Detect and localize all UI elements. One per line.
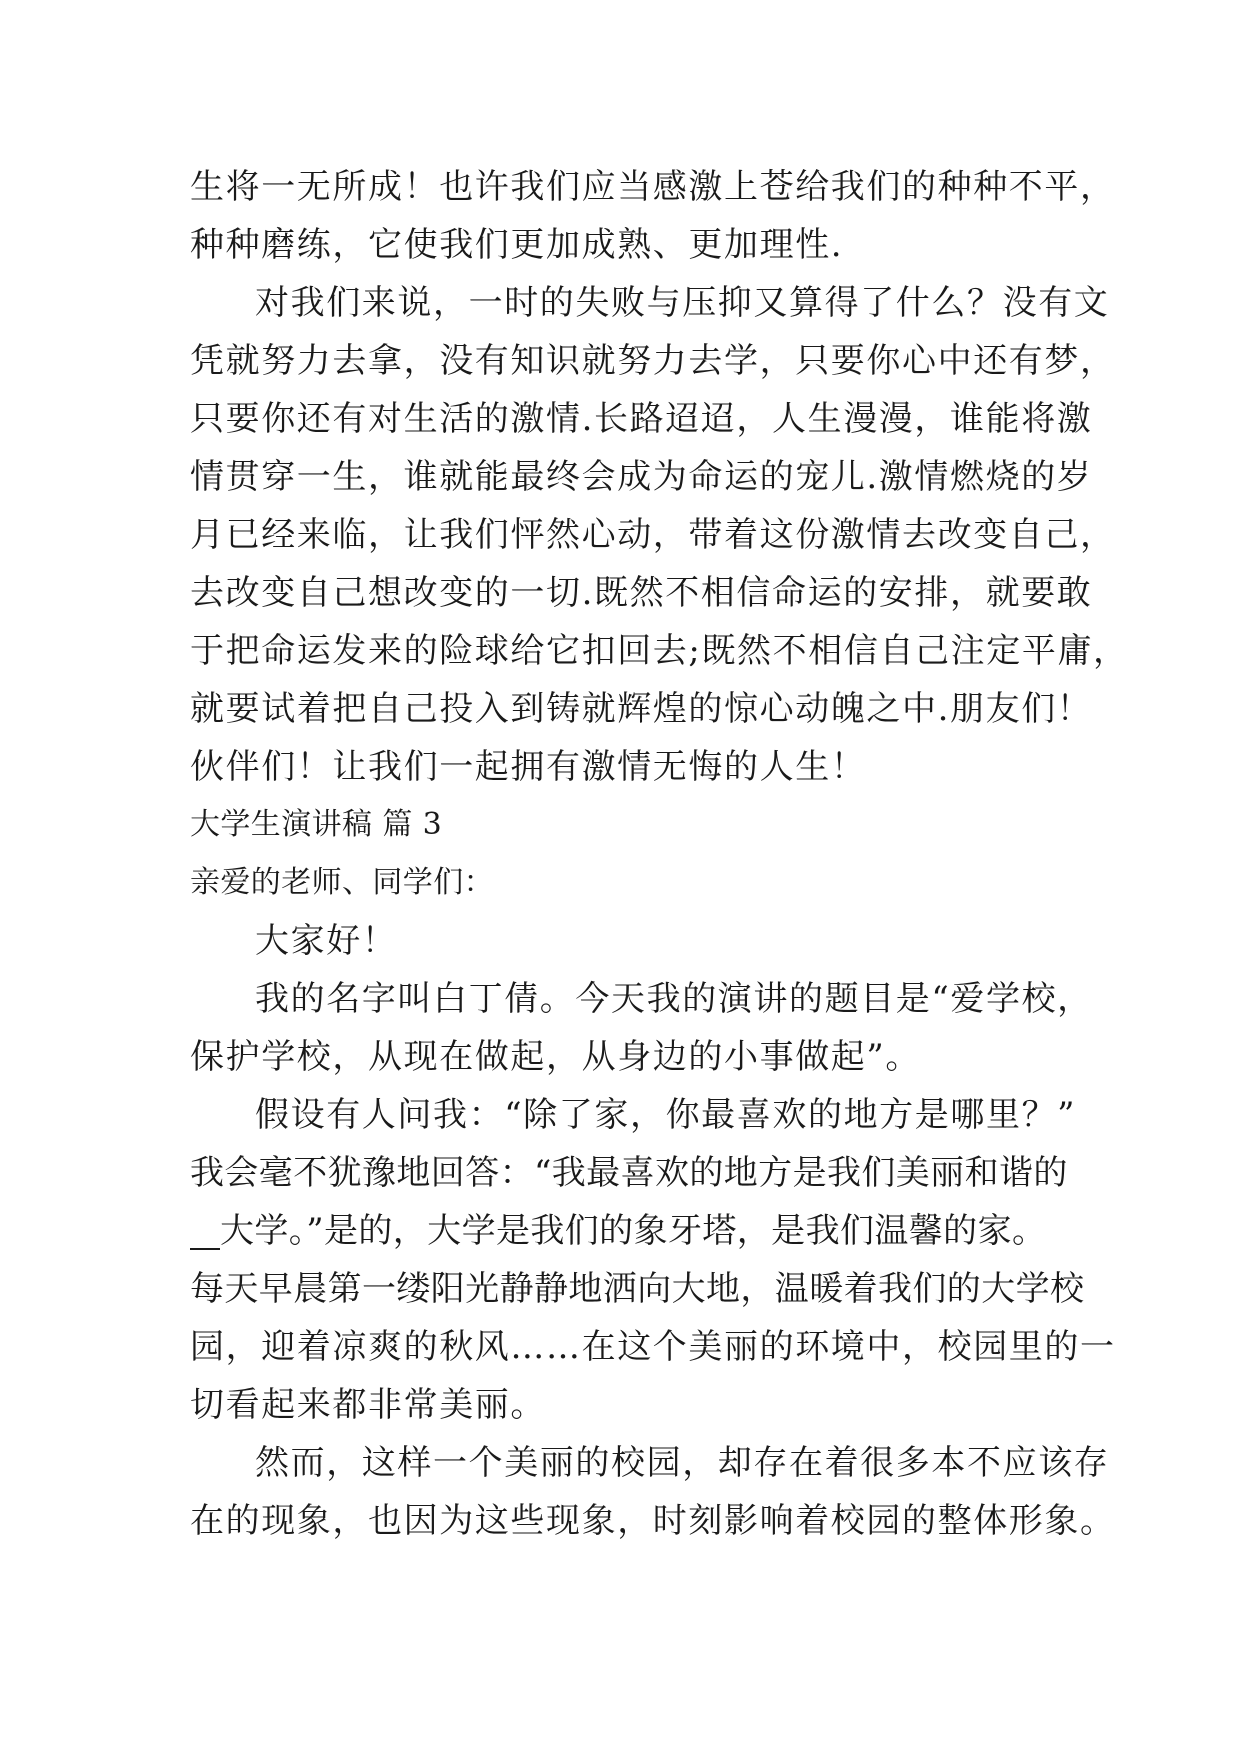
salutation: 亲爱的老师、同学们： bbox=[190, 865, 494, 900]
text-line: 只要你还有对生活的激情.长路迢迢，人生漫漫，谁能将激 bbox=[190, 399, 1093, 439]
text-line: 于把命运发来的险球给它扣回去;既然不相信自己注定平庸， bbox=[190, 631, 1129, 671]
text-line: 我会毫不犹豫地回答：“我最喜欢的地方是我们美丽和谐的 bbox=[190, 1153, 1068, 1193]
text-line: 生将一无所成！也许我们应当感激上苍给我们的种种不平， bbox=[190, 167, 1116, 207]
text-line: 种种磨练，它使我们更加成熟、更加理性. bbox=[190, 225, 844, 265]
text-line: 大学。”是的，大学是我们的象牙塔，是我们温馨的家。 bbox=[220, 1211, 1047, 1251]
paragraph-start: 我的名字叫白丁倩。今天我的演讲的题目是“爱学校， bbox=[255, 979, 1093, 1019]
text-line-with-blank bbox=[190, 1202, 1070, 1260]
text-line: 情贯穿一生，谁就能最终会成为命运的宠儿.激情燃烧的岁 bbox=[190, 457, 1093, 497]
greeting: 大家好！ bbox=[255, 921, 398, 961]
text-line: 月已经来临，让我们怦然心动，带着这份激情去改变自己， bbox=[190, 515, 1116, 555]
text-line: 凭就努力去拿，没有知识就努力去学，只要你心中还有梦， bbox=[190, 341, 1116, 381]
text-line: 伙伴们！让我们一起拥有激情无悔的人生！ bbox=[190, 747, 867, 787]
text-line: 去改变自己想改变的一切.既然不相信命运的安排，就要敢 bbox=[190, 573, 1093, 613]
text-line: 就要试着把自己投入到铸就辉煌的惊心动魄之中.朋友们！ bbox=[190, 689, 1093, 729]
section-heading: 大学生演讲稿 篇 3 bbox=[190, 807, 443, 842]
text-line: 在的现象，也因为这些现象，时刻影响着校园的整体形象。 bbox=[190, 1501, 1116, 1541]
text-line: 切看起来都非常美丽。 bbox=[190, 1385, 546, 1425]
fill-in-blank bbox=[190, 1212, 220, 1250]
document-page bbox=[190, 158, 1129, 1550]
paragraph-start: 然而，这样一个美丽的校园，却存在着很多本不应该存 bbox=[255, 1443, 1110, 1483]
text-line: 每天早晨第一缕阳光静静地洒向大地，温暖着我们的大学校 bbox=[190, 1269, 1085, 1309]
text-line: 园，迎着凉爽的秋风……在这个美丽的环境中，校园里的一 bbox=[190, 1327, 1116, 1367]
paragraph-start: 对我们来说，一时的失败与压抑又算得了什么？没有文 bbox=[255, 283, 1110, 323]
paragraph-start: 假设有人问我：“除了家，你最喜欢的地方是哪里？” bbox=[255, 1095, 1077, 1135]
text-line: 保护学校，从现在做起，从身边的小事做起”。 bbox=[190, 1037, 921, 1077]
